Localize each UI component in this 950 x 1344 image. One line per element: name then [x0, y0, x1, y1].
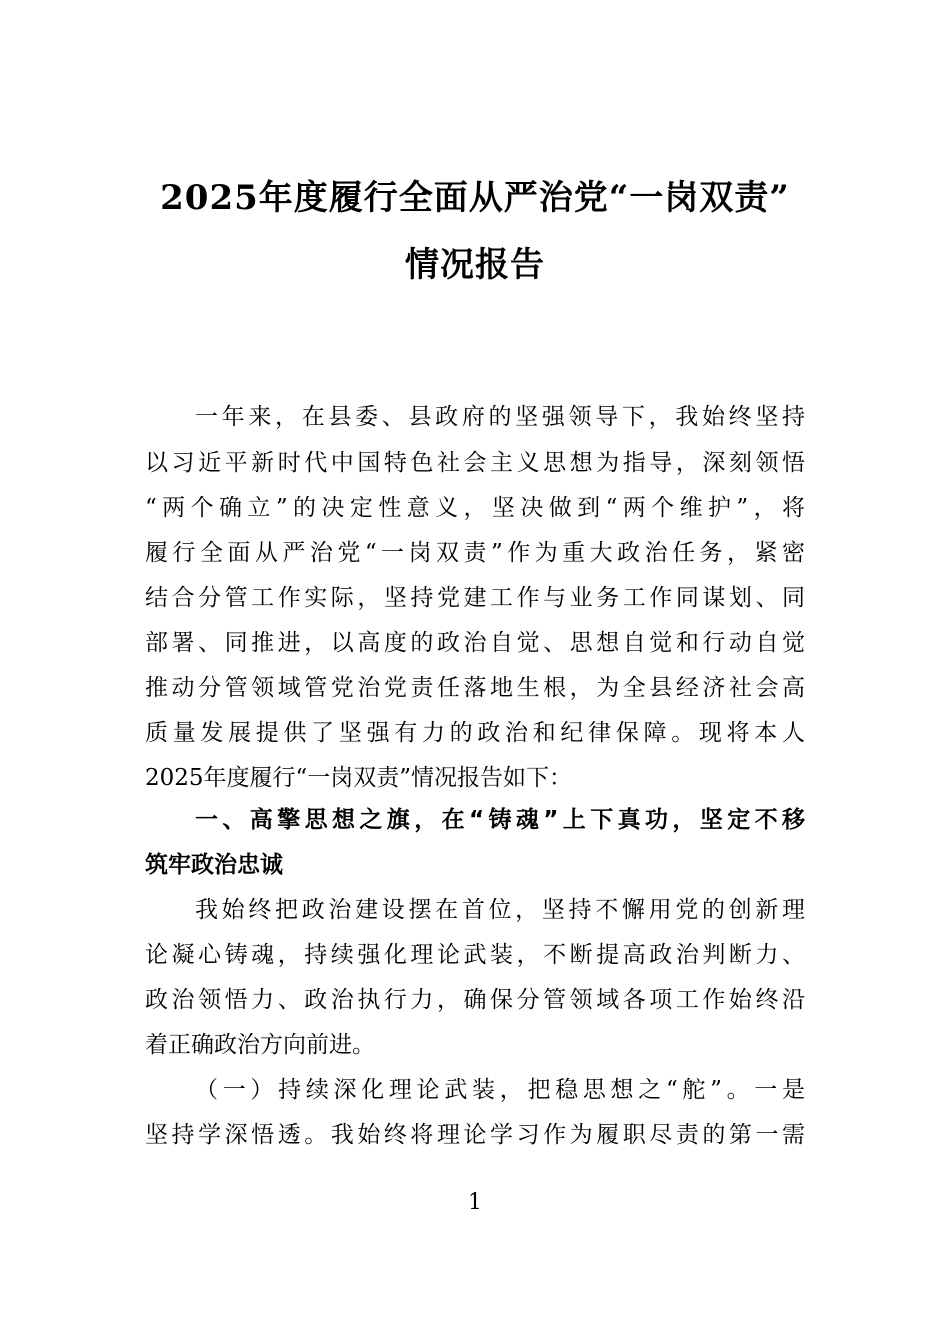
intro-line: 一年来，在县委、县政府的坚强领导下，我始终坚持 [195, 404, 805, 430]
body-line: 论凝心铸魂，持续强化理论武装，不断提高政治判断力、 [145, 942, 805, 968]
document-title-line-1: 2025年度履行全面从严治党“一岗双责” [160, 178, 790, 218]
intro-line: 以习近平新时代中国特色社会主义思想为指导，深刻领悟 [145, 450, 805, 476]
intro-line: “两个确立”的决定性意义，坚决做到“两个维护”，将 [145, 495, 805, 521]
intro-line: 结合分管工作实际，坚持党建工作与业务工作同谋划、同 [145, 585, 805, 611]
section-heading-line: 一、高擎思想之旗，在“铸魂”上下真功，坚定不移 [195, 807, 805, 833]
intro-line: 推动分管领域管党治党责任落地生根，为全县经济社会高 [145, 675, 805, 701]
document-title-line-2: 情况报告 [405, 245, 545, 285]
body-line: 着正确政治方向前进。 [145, 1032, 375, 1058]
section-heading-line: 筑牢政治忠诚 [145, 852, 283, 878]
intro-line: 质量发展提供了坚强有力的政治和纪律保障。现将本人 [145, 720, 805, 746]
body-line: 政治领悟力、政治执行力，确保分管领域各项工作始终沿 [145, 987, 805, 1013]
intro-line: 2025年度履行“一岗双责”情况报告如下： [145, 765, 573, 791]
page-number: 1 [468, 1190, 482, 1215]
body-line: 我始终把政治建设摆在首位，坚持不懈用党的创新理 [195, 897, 805, 923]
intro-line: 履行全面从严治党“一岗双责”作为重大政治任务，紧密 [145, 540, 805, 566]
intro-line: 部署、同推进，以高度的政治自觉、思想自觉和行动自觉 [145, 630, 805, 656]
subsection-line: 坚持学深悟透。我始终将理论学习作为履职尽责的第一需 [145, 1122, 805, 1148]
subsection-line: （一）持续深化理论武装，把稳思想之“舵”。一是 [195, 1077, 805, 1103]
